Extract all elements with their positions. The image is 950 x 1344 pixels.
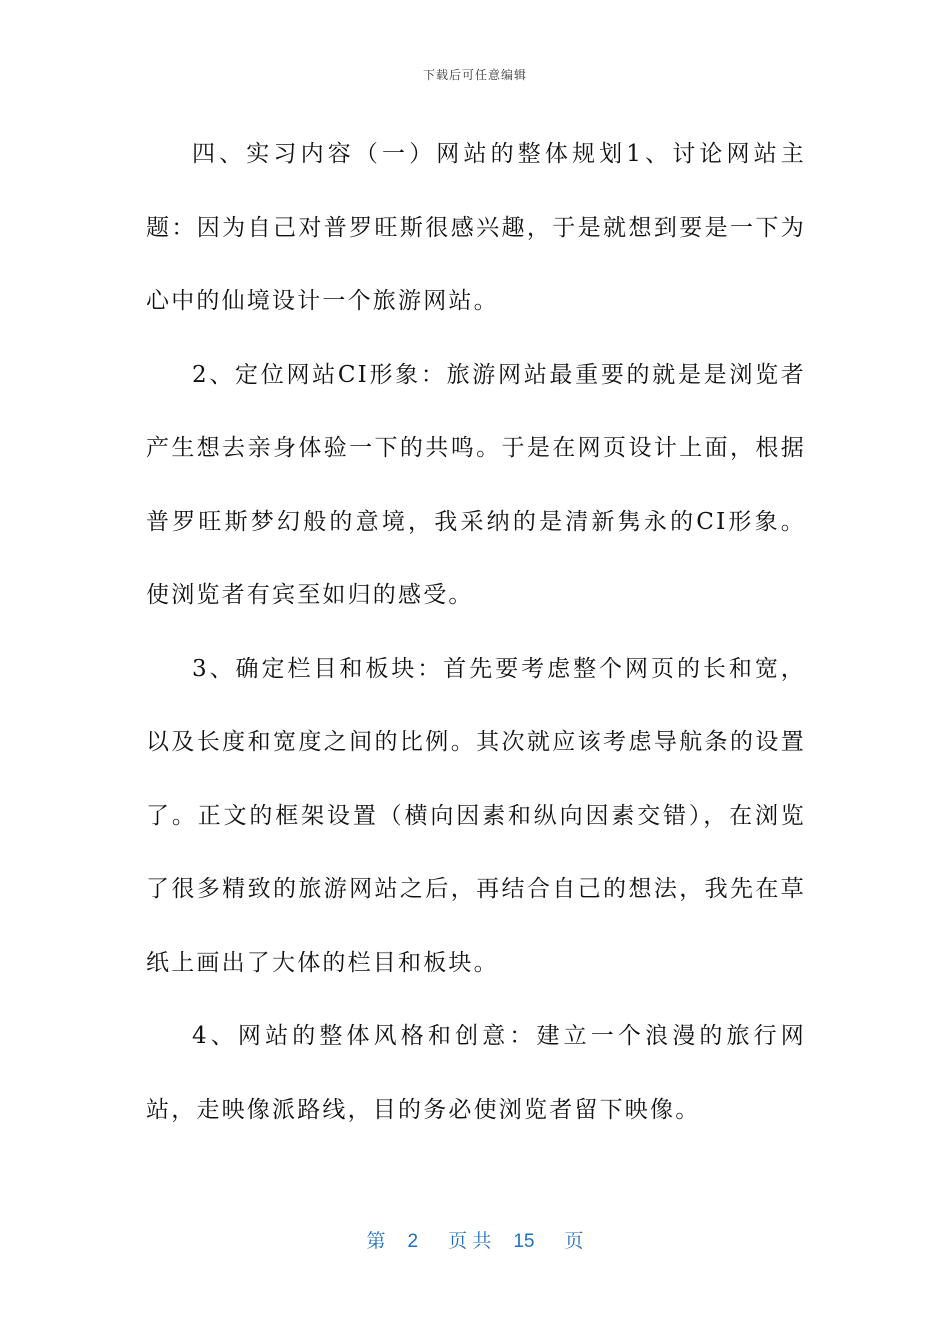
- footer-middle: 页 共: [448, 1231, 492, 1252]
- page-header: 下载后可任意编辑: [422, 68, 527, 82]
- footer-current-page: 2: [407, 1231, 419, 1252]
- page-footer: [0, 1226, 950, 1253]
- document-body: [146, 118, 806, 1147]
- footer-total-pages: 15: [513, 1231, 535, 1252]
- paragraph-1: 四、实习内容（一）网站的整体规划1、讨论网站主题：因为自己对普罗旺斯很感兴趣，于是就想到要是一下为心中的仙境设计一个旅游网站。: [146, 141, 806, 314]
- paragraph-3: 3、确定栏目和板块：首先要考虑整个网页的长和宽，以及长度和宽度之间的比例。其次就应该考虑导航条的设置了。正文的框架设置（横向因素和纵向因素交错），在浏览了很多精致的旅游网站之后，再结合自己的想法，我先在草纸上画出了大体的栏目和板块。: [146, 655, 806, 976]
- footer-prefix: 第: [366, 1231, 386, 1252]
- footer-suffix: 页: [564, 1231, 584, 1252]
- paragraph-2: 2、定位网站CI形象：旅游网站最重要的就是是浏览者产生想去亲身体验一下的共鸣。于是在网页设计上面，根据普罗旺斯梦幻般的意境，我采纳的是清新隽永的CI形象。使浏览者有宾至如归的感受。: [146, 361, 806, 608]
- paragraph-4: 4、网站的整体风格和创意：建立一个浪漫的旅行网站，走映像派路线，目的务必使浏览者留下映像。: [146, 1023, 806, 1123]
